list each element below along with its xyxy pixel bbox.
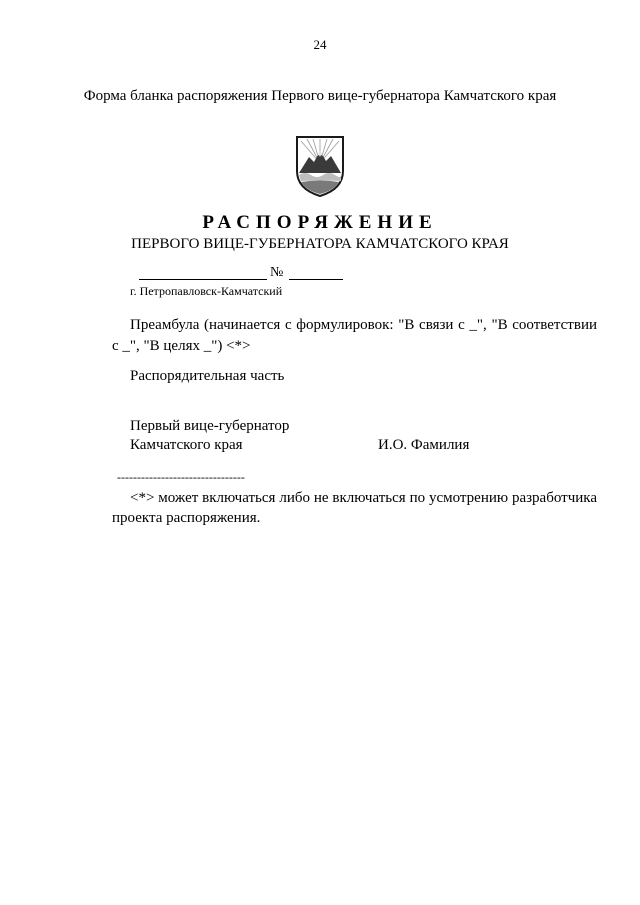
number-line — [289, 279, 343, 280]
signer-name: И.О. Фамилия — [378, 437, 470, 453]
form-caption: Форма бланка распоряжения Первого вице-губернатора Камчатского края — [83, 88, 557, 104]
document-title: РАСПОРЯЖЕНИЕ — [202, 212, 438, 233]
signer-position-line-2: Камчатского края — [130, 437, 243, 453]
document-subtitle: ПЕРВОГО ВИЦЕ-ГУБЕРНАТОРА КАМЧАТСКОГО КРАЯ — [131, 236, 509, 252]
kamchatka-coat-of-arms-icon — [293, 133, 347, 199]
coat-of-arms-svg — [293, 133, 347, 199]
dispositive-part: Распорядительная часть — [130, 368, 285, 384]
page-number: 24 — [313, 37, 327, 52]
footnote-text: <*> может включаться либо не включаться по усмотрению разработчика проекта распоряжения. — [112, 490, 597, 526]
city-label: г. Петропавловск-Камчатский — [130, 284, 283, 298]
number-sign: № — [270, 265, 284, 280]
signer-position-line-1: Первый вице-губернатор — [130, 418, 290, 434]
date-line — [139, 279, 267, 280]
preamble-text: Преамбула (начинается с формулировок: "В связи с _", "В соответствии с _", "В целях _") <*> — [112, 317, 597, 354]
sea-lower — [301, 181, 339, 195]
footnote-separator: -------------------------------- — [117, 470, 245, 484]
